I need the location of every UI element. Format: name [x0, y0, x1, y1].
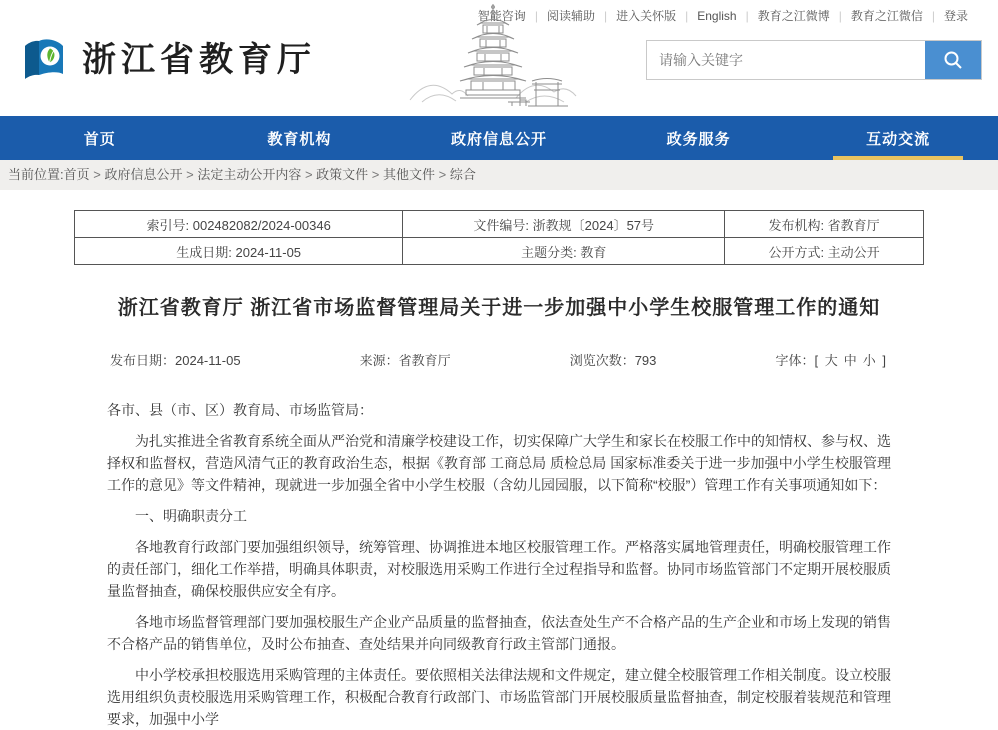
content-area	[74, 210, 924, 730]
font-size-option-2[interactable]: 小	[862, 353, 876, 368]
book-leaf-logo-icon	[20, 33, 68, 81]
breadcrumb-item-1[interactable]: 政府信息公开	[104, 167, 183, 182]
breadcrumb-separator: >	[301, 167, 317, 182]
article-paragraph-2: 一、明确职责分工	[135, 508, 247, 524]
doc-field-disclosure-method: 公开方式: 主动公开	[725, 238, 924, 265]
active-tab-underline	[833, 156, 963, 160]
main-nav	[0, 116, 998, 160]
nav-item-services[interactable]: 政务服务	[666, 130, 731, 148]
search-input[interactable]	[647, 41, 925, 79]
source-value: 省教育厅	[398, 353, 451, 368]
view-count-label: 浏览次数：	[569, 353, 635, 368]
view-count	[570, 350, 657, 369]
doc-field-doc-number: 文件编号: 浙教规〔2024〕57号	[403, 211, 725, 238]
font-size-label: 字体：	[775, 353, 815, 368]
nav-item-gov-info[interactable]: 政府信息公开	[450, 130, 547, 148]
topbar-separator: |	[534, 8, 538, 23]
publish-date	[110, 350, 241, 369]
font-size-control	[775, 350, 886, 369]
article-paragraph-0: 各市、县（市、区）教育局、市场监管局：	[107, 402, 373, 418]
site-logo[interactable]	[20, 32, 316, 81]
breadcrumb-item-3[interactable]: 政策文件	[316, 167, 369, 182]
article-paragraph-1: 为扎实推进全省教育系统全面从严治党和清廉学校建设工作，切实保障广大学生和家长在校服工作中的知情权、参与权、选择权和监督权，营造风清气正的教育政治生态，根据《教育部 工商总局 质检总局 国家标准委关于进一步加强中小学生校服管理工作的意见》等文件精神，现就进一步加强全省中小学生校服（含幼儿园园服，以下简称“校服”）管理工作有关事项通知如下：	[107, 433, 891, 493]
article-body	[74, 399, 924, 730]
article-paragraph-5: 中小学校承担校服选用采购管理的主体责任。要依照相关法律法规和文件规定，建立健全校服管理工作相关制度。设立校服选用组织负责校服选用采购管理工作，积极配合教育行政部门、市场监管部门开展校服质量监督抽查，制定校服着装规范和管理要求，加强中小学	[107, 667, 891, 727]
source-label: 来源：	[359, 353, 399, 368]
breadcrumb-separator: >	[182, 167, 198, 182]
article-paragraph-3: 各地教育行政部门要加强组织领导，统筹管理、协调推进本地区校服管理工作。严格落实属地管理责任，明确校服管理工作的责任部门，细化工作举措，明确具体职责，对校服选用采购工作进行全过程指导和监督。协同市场监管部门不定期开展校服质量监督抽查，确保校服供应安全有序。	[107, 539, 891, 599]
nav-item-home[interactable]: 首页	[83, 130, 116, 148]
doc-table-row-1	[75, 238, 924, 265]
topbar-link-smart-consult[interactable]: 智能咨询	[477, 9, 526, 23]
doc-field-date-created: 生成日期: 2024-11-05	[75, 238, 403, 265]
breadcrumb-item-4[interactable]: 其他文件	[383, 167, 436, 182]
topbar-link-english[interactable]: English	[697, 8, 737, 23]
breadcrumb-item-2[interactable]: 法定主动公开内容	[197, 167, 302, 182]
breadcrumb-separator: >	[368, 167, 383, 182]
topbar-link-login[interactable]: 登录	[943, 9, 968, 23]
breadcrumb	[0, 160, 998, 190]
breadcrumb-separator: >	[89, 167, 105, 182]
topbar-link-wechat[interactable]: 教育之江微信	[850, 9, 923, 23]
font-size-options	[822, 353, 879, 368]
source	[360, 350, 451, 369]
topbar-separator: |	[745, 8, 749, 23]
font-size-option-0[interactable]: 大	[824, 353, 838, 368]
doc-field-index-code: 索引号: 002482082/2024-00346	[75, 211, 403, 238]
doc-field-topic-category: 主题分类: 教育	[403, 238, 725, 265]
article-title: 浙江省教育厅 浙江省市场监督管理局关于进一步加强中小学生校服管理工作的通知	[117, 297, 881, 319]
breadcrumb-items	[64, 167, 476, 182]
breadcrumb-separator: >	[435, 167, 450, 182]
search-icon	[942, 49, 964, 71]
doc-table-body	[75, 211, 924, 265]
font-size-option-1[interactable]: 中	[843, 353, 857, 368]
search-button[interactable]	[925, 41, 981, 79]
search-box	[646, 40, 982, 80]
article-meta-row	[74, 350, 924, 369]
topbar-link-weibo[interactable]: 教育之江微博	[757, 9, 830, 23]
breadcrumb-item-5[interactable]: 综合	[449, 167, 476, 182]
nav-item-institutions[interactable]: 教育机构	[267, 130, 332, 148]
topbar-separator: |	[603, 8, 608, 23]
publish-date-label: 发布日期：	[110, 353, 176, 368]
topbar-separator: |	[685, 8, 689, 23]
topbar-separator: |	[838, 8, 842, 23]
site-name: 浙江省教育厅	[82, 42, 316, 79]
topbar-link-reading-assist[interactable]: 阅读辅助	[546, 9, 595, 23]
nav-item-interaction[interactable]: 互动交流	[798, 116, 998, 160]
article-paragraph-4: 各地市场监督管理部门要加强校服生产企业产品质量的监督抽查，依法查处生产不合格产品的生产企业和市场上发现的销售不合格产品的销售单位，及时公布抽查、查处结果并向同级教育行政主管部门通报。	[107, 614, 891, 652]
breadcrumb-prefix: 当前位置:	[8, 167, 64, 182]
topbar-separator: |	[931, 8, 935, 23]
font-bracket-close: ]	[878, 353, 886, 368]
doc-field-issuing-agency: 发布机构: 省教育厅	[725, 211, 924, 238]
breadcrumb-item-0[interactable]: 首页	[63, 167, 90, 182]
doc-meta-table	[74, 210, 924, 265]
publish-date-value: 2024-11-05	[175, 353, 241, 368]
topbar-link-care-version[interactable]: 进入关怀版	[616, 9, 677, 23]
font-bracket-open: [	[814, 353, 822, 368]
page-header	[0, 0, 998, 116]
view-count-value: 793	[634, 353, 657, 368]
doc-table-row-0	[75, 211, 924, 238]
pagoda-illustration	[408, 2, 578, 114]
